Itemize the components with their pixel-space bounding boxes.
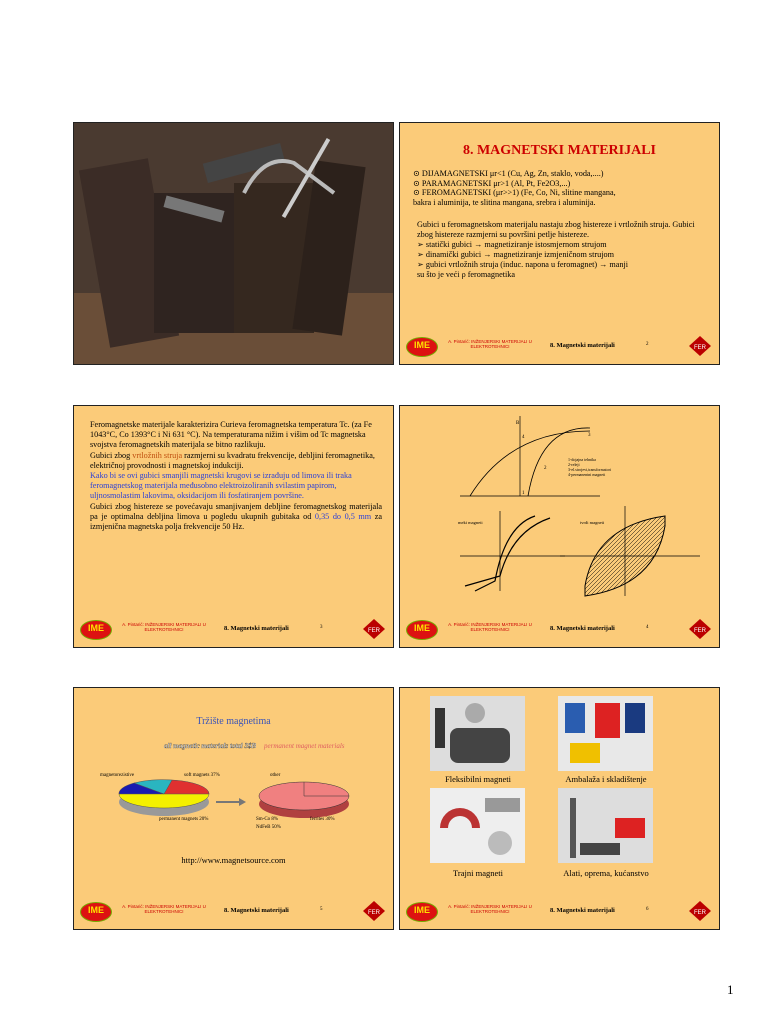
ime-logo: IME	[80, 620, 112, 640]
slide-2	[399, 122, 720, 365]
fer-logo-icon	[689, 336, 711, 356]
svg-text:1-dojaјna tehnika: 1-dojaјna tehnika	[568, 457, 596, 462]
svg-text:3-el.strojevi,transformatori: 3-el.strojevi,transformatori	[568, 467, 612, 472]
caption: Ambalaža i skladištenje	[565, 774, 647, 784]
svg-text:4-permanentni magneti: 4-permanentni magneti	[568, 472, 606, 477]
svg-text:soft magnets 37%: soft magnets 37%	[184, 773, 220, 778]
svg-text:FER: FER	[368, 628, 380, 634]
svg-text:B: B	[516, 421, 520, 426]
svg-text:permanent magnet materials: permanent magnet materials	[264, 742, 345, 750]
svg-text:permanent magnets 20%: permanent magnets 20%	[159, 817, 209, 822]
list-item: ⊙ FEROMAGNETSKI (μr>>1) (Fe, Co, Ni, slitine mangana,	[413, 188, 616, 197]
svg-text:Sm-Co 8%: Sm-Co 8%	[256, 817, 279, 822]
svg-text:all magnetic materials total 3: all magnetic materials total 3$B	[164, 742, 257, 750]
svg-text:3: 3	[588, 433, 591, 438]
paragraph: Gubici zbog vrtložnih struja razmjerni su kvadratu frekvencije, debljini feromagnetika, električnoj provodnosti i magnetskoj indukciji.	[90, 450, 375, 470]
slide-6-magnet-applications	[399, 687, 720, 930]
svg-text:FER: FER	[694, 910, 706, 916]
svg-text:FER: FER	[368, 910, 380, 916]
slide-3	[73, 405, 394, 648]
list-item: ➢ dinamički gubici → magnetiziranje izmjeničnom strujom	[417, 250, 614, 259]
list-item: ⊙ PARAMAGNETSKI μr>1 (Al, Pt, Fe2O3,...)	[413, 178, 571, 188]
slide-title: Tržište magnetima	[196, 716, 271, 727]
ime-logo: IME	[80, 902, 112, 922]
slide-footer: IME A. Pintarić: INŽENJERSKI MATERIJALI U ELEKTROTEHNICI 8. Magnetski materijali 2 FER	[400, 336, 719, 358]
fer-logo-icon	[363, 901, 385, 921]
list-item: ⊙ DIJAMAGNETSKI μr<1 (Cu, Ag, Zn, staklo, voda,....)	[413, 169, 604, 178]
ime-logo: IME	[406, 620, 438, 640]
svg-text:meki magneti: meki magneti	[458, 520, 483, 525]
slide-title: 8. MAGNETSKI MATERIJALI	[462, 143, 657, 158]
list-item: ➢ statički gubici → magnetiziranje istosmjernom strujom	[417, 240, 607, 249]
fer-logo-icon	[689, 619, 711, 639]
slide-body-text	[90, 420, 382, 532]
magnet-stack-photo	[74, 123, 394, 365]
magnetization-curves	[400, 406, 720, 648]
losses-text	[417, 220, 707, 280]
slide-footer: IME A. Pintarić: INŽENJERSKI MATERIJALI U ELEKTROTEHNICI 8. Magnetski materijali 4 FER	[400, 619, 719, 641]
svg-text:tvrdi magneti: tvrdi magneti	[580, 520, 605, 525]
caption: Trajni magneti	[453, 868, 503, 878]
slide-1-photo	[73, 122, 394, 365]
svg-text:4: 4	[522, 435, 525, 440]
svg-text:2: 2	[544, 466, 547, 471]
svg-text:FER: FER	[694, 628, 706, 634]
slide-5-magnet-market	[73, 687, 394, 930]
pie-charts	[74, 688, 394, 930]
svg-text:other: other	[270, 773, 281, 778]
list-item: su što je veći ρ feromagnetika	[417, 270, 515, 279]
product-photos	[400, 688, 720, 930]
svg-text:2-releji: 2-releji	[568, 462, 580, 467]
list-item: bakra i aluminija, te slitina mangana, srebra i aluminija.	[413, 197, 596, 207]
svg-text:FER: FER	[694, 345, 706, 351]
caption: Alati, oprema, kućanstvo	[563, 868, 649, 878]
slide-footer: IME A. Pintarić: INŽENJERSKI MATERIJALI U ELEKTROTEHNICI 8. Magnetski materijali 3 FER	[74, 619, 393, 641]
paragraph: Gubici u feromagnetskom materijalu nastaju zbog histereze i vrtložnih struja. Gubici zbog histereze razmjerni su površini petlje histereze.	[417, 220, 695, 239]
slide-4-hysteresis-diagrams	[399, 405, 720, 648]
slide-footer: IME A. Pintarić: INŽENJERSKI MATERIJALI U ELEKTROTEHNICI 8. Magnetski materijali 5 FER	[74, 901, 393, 923]
paragraph: Gubici zbog histereze se povećavaju smanjivanjem debljine feromagnetskog materijala pa je optimalna debljina limova u pogledu ukupnih gubitaka od 0,35 do 0,5 mm za izmjenična magnetska polja frekvencije 50 Hz.	[90, 501, 382, 532]
paragraph: Kako bi se ovi gubici smanjili magnetski krugovi se izrađuju od limova ili traka feromagnetskog materijala međusobno elektroizoliranih svilastim papirom, uljnosmolastim lakovima, oksidacijom ili fosfatiranjem površine.	[90, 471, 352, 501]
paragraph: Feromagnetske materijale karakterizira Curieva feromagnetska temperatura Tc. (za Fe 1043°C, Co 1393°C i Ni 631 °C). Na temperaturama nižim i višim od Tc magnetska svojstva feromagnetskih materijala se bitno razlikuju.	[90, 420, 372, 450]
svg-text:NdFeB 50%: NdFeB 50%	[256, 825, 281, 830]
slide-footer: IME A. Pintarić: INŽENJERSKI MATERIJALI U ELEKTROTEHNICI 8. Magnetski materijali 6 FER	[400, 901, 719, 923]
ime-logo: IME	[406, 337, 438, 357]
fer-logo-icon	[689, 901, 711, 921]
list-item: ➢ gubici vrtložnih struja (induc. napona u feromagnet) → manji	[417, 260, 629, 269]
source-url[interactable]: http://www.magnetsource.com	[181, 855, 286, 865]
svg-text:ferrites 30%: ferrites 30%	[310, 817, 335, 822]
ime-logo: IME	[406, 902, 438, 922]
svg-text:magnetorezistive: magnetorezistive	[100, 773, 135, 778]
material-types-list	[413, 169, 713, 207]
svg-text:1: 1	[522, 491, 525, 496]
caption: Fleksibilni magneti	[445, 774, 511, 784]
page-number: 1	[727, 982, 734, 997]
fer-logo-icon	[363, 619, 385, 639]
